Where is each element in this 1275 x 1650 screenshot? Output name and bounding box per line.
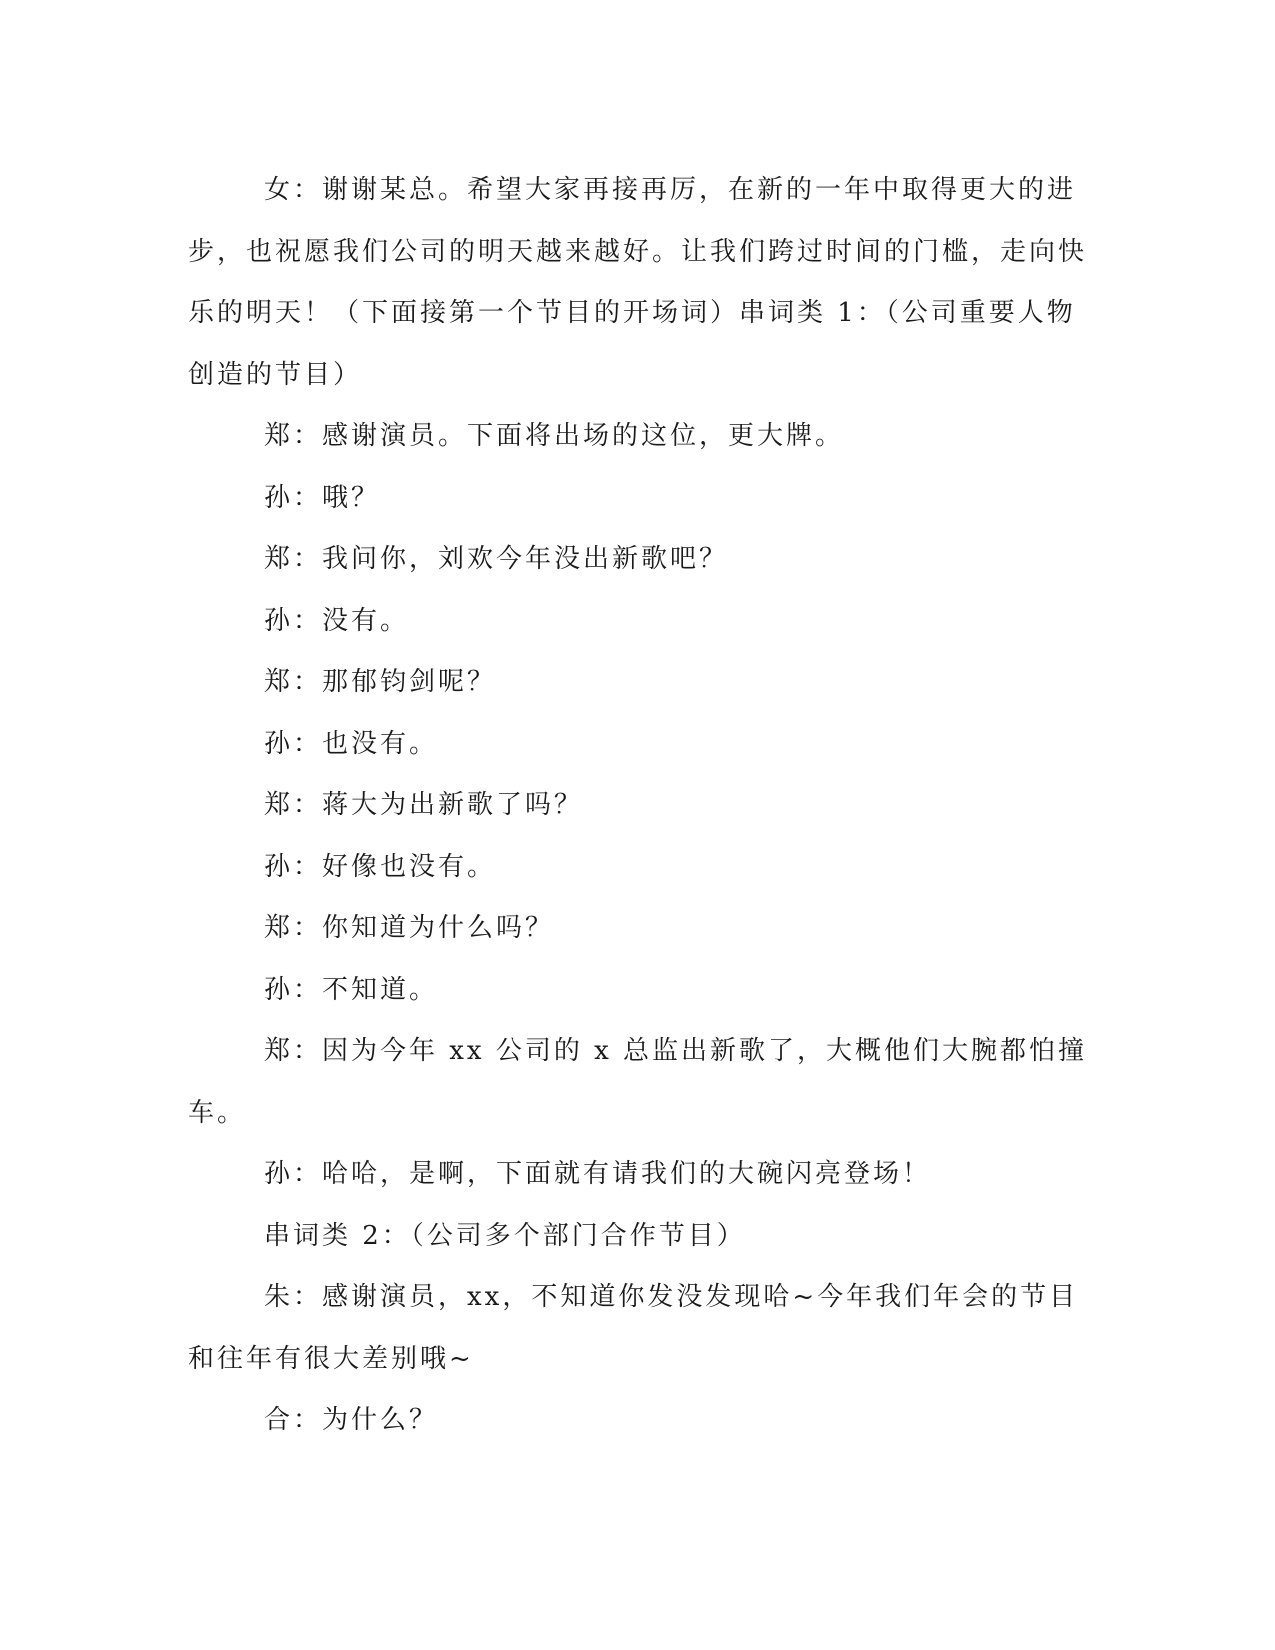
- paragraph-sun-2: 孙：没有。: [264, 605, 410, 636]
- paragraph-sun-5: 孙：不知道。: [264, 974, 439, 1005]
- paragraph-zhu-1: 朱：感谢演员，xx，不知道你发没发现哈~今年我们年会的节目和往年有很大差别哦~: [188, 1282, 1079, 1374]
- section-heading-category-2: 串词类 2：（公司多个部门合作节目）: [264, 1220, 746, 1251]
- paragraph-zheng-4: 郑：蒋大为出新歌了吗？: [264, 790, 584, 820]
- paragraph-intro-host-female: 女：谢谢某总。希望大家再接再厉，在新的一年中取得更大的进步，也祝愿我们公司的明天越来越好。让我们跨过时间的门槛，走向快乐的明天！（下面接第一个节目的开场词）串词类 1：（公司重要人物创造的节目）: [188, 175, 1088, 390]
- document-body: [188, 160, 1088, 1452]
- paragraph-zheng-5: 郑：你知道为什么吗？: [264, 913, 555, 943]
- paragraph-sun-6: 孙：哈哈，是啊，下面就有请我们的大碗闪亮登场！: [264, 1159, 932, 1189]
- paragraph-sun-1: 孙：哦？: [264, 482, 381, 513]
- paragraph-chorus-1: 合：为什么？: [264, 1405, 439, 1435]
- paragraph-zheng-1: 郑：感谢演员。下面将出场的这位，更大牌。: [264, 421, 845, 451]
- paragraph-zheng-6: 郑：因为今年 xx 公司的 x 总监出新歌了，大概他们大腕都怕撞车。: [188, 1036, 1088, 1128]
- paragraph-zheng-3: 郑：那郁钧剑呢？: [264, 667, 497, 697]
- paragraph-sun-4: 孙：好像也没有。: [264, 851, 497, 882]
- paragraph-zheng-2: 郑：我问你，刘欢今年没出新歌吧？: [264, 544, 729, 574]
- paragraph-sun-3: 孙：也没有。: [264, 728, 439, 759]
